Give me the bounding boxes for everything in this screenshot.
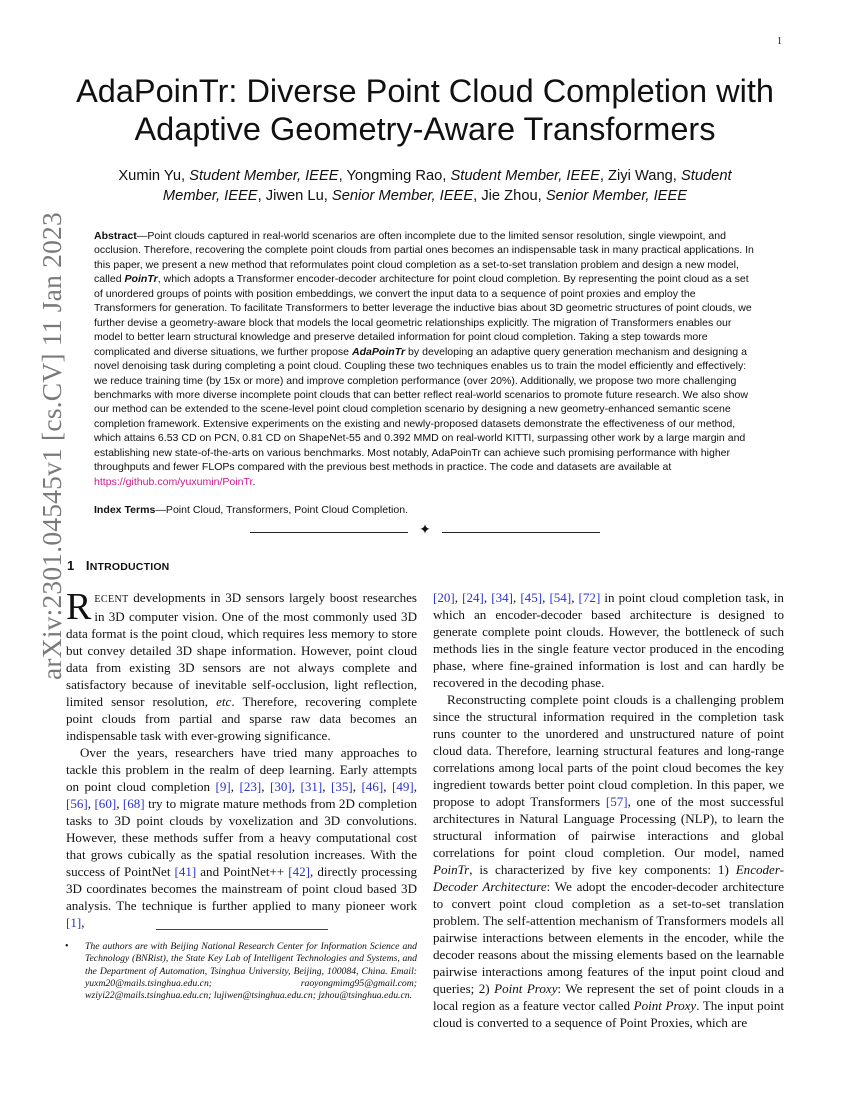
divider-ornament-icon: ✦ bbox=[419, 523, 431, 538]
abstract-text: —Point clouds captured in real-world scenarios are often incomplete due to the limited sensor resolution, single viewpoint, and occlusion. Therefore, recovering the complete point clouds from partial ones becomes an indispensable task in many practical applications. In this paper, we present a new method that reformulates point cloud completion as a set-to-set translation problem and design a new model, called bbox=[94, 230, 754, 286]
paper-title: AdaPoinTr: Diverse Point Cloud Completion with Adaptive Geometry-Aware Transformers bbox=[76, 73, 774, 147]
paragraph-text: : We represent the set of point clouds in a local region as a feature vector called bbox=[433, 981, 784, 1013]
smallcaps-lead: ECENT bbox=[94, 594, 129, 605]
paragraph-text: : We adopt the encoder-decoder architecture to convert point cloud completion as a set-to-set translation problem. The self-attention mechanism of Transformers models all pairwise interactions between elements in the encoder, while the decoder reasons about the missing elements based on the learnable pairwise interactions among features of the input point cloud and queries; 2) bbox=[433, 879, 784, 996]
citation-link[interactable]: [20] bbox=[433, 590, 455, 605]
paragraph-text: , one of the most successful architectures in Natural Language Processing (NLP), to learn the structural information of pairwise interactions and global correlations for point cloud completion. Our model, named bbox=[433, 794, 785, 860]
citation-link[interactable]: [54] bbox=[549, 590, 572, 605]
citation-link[interactable]: [60] bbox=[94, 796, 117, 811]
author-role: Student Member, IEEE bbox=[162, 168, 732, 204]
footnote-bullet: • bbox=[65, 941, 69, 952]
paragraph-text: . Therefore, recovering complete point clouds from partial and sparse raw data becomes an indispensable task with ever-growing significance. bbox=[66, 694, 417, 743]
paragraph: [20], [24], [34], [45], [54], [72] in point cloud completion task, in which an encoder-decoder based architecture is designed to generate complete point clouds. However, the bottleneck of such methods lies in the single feature vector produced in the encoding phase, where fine-grained information is lost and can hardly be recovered in the decoding phase. bbox=[433, 590, 784, 690]
abstract-text: by developing an adaptive query generation mechanism and designing a novel denoising task during completing a point cloud. Coupling these two techniques enables us to train the model efficiently and effectively: we reduce training time (by 15x or more) and improve completion performance (over 20%). Additionally, we propose two more challenging benchmarks with more diverse incomplete point clouds that can better reflect real-world scenarios to promote future research. We also show our method can be extended to the scene-level point cloud completion scenario by designing a new geometry-enhanced semantic scene completion framework. Extensive experiments on the existing and newly-proposed datasets demonstrate the effectiveness of our method, which attains 6.53 CD on PCN, 0.81 CD on ShapeNet-55 and 0.392 MMD on real-world KITTI, surpassing other work by a large margin and establishing new state-of-the-arts on various benchmarks. Most notably, AdaPoinTr can achieve such promising performance with higher throughputs and fewer FLOPs compared with the previous best methods in practice. The code and datasets are available at bbox=[94, 345, 749, 474]
code-link[interactable]: https://github.com/yuxumin/PoinTr bbox=[94, 475, 253, 488]
citation-link[interactable]: [1] bbox=[66, 915, 82, 930]
paragraph-text: try to migrate mature methods from 2D completion tasks to 3D point clouds by voxelization and 3D convolutions. However, these methods suffer from a heavy computational cost that grows cubically as the spatial resolution increases. With the success of PointNet bbox=[66, 796, 418, 879]
section-heading bbox=[67, 558, 169, 573]
model-name: PoinTr bbox=[433, 862, 470, 877]
paragraph-text: . The input point cloud is converted to a sequence of Point Proxies, which are bbox=[433, 998, 784, 1030]
citation-link[interactable]: [23] bbox=[239, 779, 262, 794]
citation-link[interactable]: [24] bbox=[462, 590, 484, 605]
drop-cap: R bbox=[66, 586, 92, 628]
paragraph-text: etc bbox=[216, 694, 232, 709]
citation-link[interactable]: [31] bbox=[300, 779, 323, 794]
component-name: Encoder-Decoder Architecture bbox=[433, 862, 784, 894]
section-divider bbox=[250, 524, 600, 540]
paragraph: Over the years, researchers have tried many approaches to tackle this problem in the realm of deep learning. Early attempts on point cloud completion [9], [23], [30], [31], [35], [46], [49], [56], [60], [68] try to migrate mature methods from 2D completion tasks to 3D point clouds by voxelization and 3D convolutions. However, these methods suffer from a heavy computational cost that grows cubically as the spatial resolution increases. With the success of PointNet [41] and PointNet++ [42], directly processing 3D coordinates becomes the mainstream of point cloud based 3D analysis. The technique is further applied to many pioneer work [1], bbox=[66, 745, 418, 930]
citation-link[interactable]: [68] bbox=[122, 796, 145, 811]
left-column bbox=[66, 586, 418, 931]
paragraph-text: , is characterized by five key components: 1) bbox=[469, 862, 736, 877]
author-role: Senior Member, IEEE bbox=[545, 188, 688, 204]
author-name: Xumin Yu bbox=[118, 168, 181, 184]
citation-link[interactable]: [72] bbox=[578, 590, 601, 605]
paragraph-text: in point cloud completion task, in which an encoder-decoder based architecture is designed to generate complete point clouds. However, the bottleneck of such methods lies in the single feature vector produced in the encoding phase, where fine-grained information is lost and can hardly be recovered in the decoding phase. bbox=[433, 590, 784, 690]
citation-link[interactable]: [46] bbox=[361, 779, 384, 794]
paragraph-text: and PointNet++ bbox=[196, 864, 289, 879]
abstract-text: , which adopts a Transformer encoder-decoder architecture for point cloud completion. By representing the point cloud as a set of unordered groups of points with position embeddings, we convert the input data to a sequence of point proxies and employ the Transformers for generation. To facilitate Transformers to better leverage the inductive bias about 3D geometric structures of point clouds, we further devise a geometry-aware block that models the local geometric relationships explicitly. The migration of Transformers enables our model to better learn structural knowledge and preserve detailed information for point cloud completion. Taking a step towards more complicated and diverse situations, we further propose bbox=[94, 273, 752, 358]
paragraph-text: , directly processing 3D coordinates becomes the mainstream of point cloud based 3D analysis. The technique is further applied to many pioneer work bbox=[66, 864, 418, 913]
paragraph-text: Over the years, researchers have tried many approaches to tackle this problem in the realm of deep learning. Early attempts on point cloud completion bbox=[66, 745, 417, 794]
author-role: Senior Member, IEEE bbox=[331, 188, 474, 204]
citation-link[interactable]: [30] bbox=[269, 779, 292, 794]
divider-line bbox=[442, 532, 600, 533]
index-terms-text: —Point Cloud, Transformers, Point Cloud Completion. bbox=[155, 504, 409, 516]
section-title-rest: NTRODUCTION bbox=[89, 561, 170, 573]
paragraph bbox=[433, 691, 784, 1031]
citation-link[interactable]: [34] bbox=[491, 590, 513, 605]
author-name: Yongming Rao bbox=[346, 168, 443, 184]
citation-link[interactable]: [41] bbox=[174, 864, 197, 879]
author-list: Xumin Yu, Student Member, IEEE, Yongming Rao, Student Member, IEEE, Ziyi Wang, Student Member, IEEE, Jiwen Lu, Senior Member, IEEE, Jie Zhou, Senior Member, IEEE bbox=[118, 168, 732, 204]
index-terms-label: Index Terms bbox=[94, 504, 156, 516]
author-name: Jie Zhou bbox=[481, 188, 538, 204]
paragraph-text: , bbox=[81, 915, 85, 930]
author-name: Ziyi Wang bbox=[608, 168, 673, 184]
model-name: AdaPoinTr bbox=[351, 345, 406, 358]
abstract-text: . bbox=[252, 475, 256, 488]
page-number: 1 bbox=[777, 36, 782, 47]
citation-link[interactable]: [42] bbox=[288, 864, 311, 879]
paragraph bbox=[66, 586, 417, 744]
abstract bbox=[94, 229, 754, 489]
author-role: Student Member, IEEE bbox=[189, 168, 339, 184]
citation-link[interactable]: [57] bbox=[605, 794, 628, 809]
index-terms bbox=[94, 503, 754, 517]
right-column bbox=[433, 589, 784, 1031]
affiliation-footnote: The authors are with Beijing National Research Center for Information Science and Technology (BNRist), the State Key Lab of Intelligent Technologies and Systems, and the Department of Automation, Tsinghua University, Beijing, 100084, China. Email: yuxm20@mails.tsinghua.edu.cn; raoyongmimg95@gmail.com; wziyi22@mails.tsinghua.edu.cn; lujiwen@tsinghua.edu.cn; jzhou@tsinghua.edu.cn. bbox=[85, 941, 417, 1002]
citation-link[interactable]: [9] bbox=[215, 779, 231, 794]
divider-line bbox=[250, 532, 408, 533]
arxiv-identifier-stamp[interactable]: arXiv:2301.04545v1 [cs.CV] 11 Jan 2023 bbox=[36, 212, 67, 680]
component-name: Point Proxy bbox=[633, 998, 697, 1013]
citation-link[interactable]: [45] bbox=[520, 590, 543, 605]
author-role: Student Member, IEEE bbox=[450, 168, 600, 184]
citation-link[interactable]: [49] bbox=[391, 779, 414, 794]
citation-link[interactable]: [56] bbox=[66, 796, 88, 811]
author-name: Jiwen Lu bbox=[265, 188, 324, 204]
model-name: PoinTr bbox=[124, 273, 158, 286]
paragraph-text: developments in 3D sensors largely boost researches in 3D computer vision. One of the most commonly used 3D data format is the point cloud, which requires less memory to store but convey detailed 3D shape information. However, point cloud data from existing 3D sensors are not always complete and satisfactory because of inevitable self-occlusion, light reflection, limited sensor resolution, bbox=[66, 590, 417, 709]
footnote-rule bbox=[156, 929, 328, 930]
section-number: 1 bbox=[67, 558, 75, 573]
abstract-label: Abstract bbox=[94, 230, 137, 242]
citation-link[interactable]: [35] bbox=[330, 779, 353, 794]
component-name: Point Proxy bbox=[494, 981, 558, 996]
section-title-initial: I bbox=[85, 558, 90, 573]
paragraph-text: Reconstructing complete point clouds is a challenging problem since the structural information required in the completion task runs counter to the unordered and unstructured nature of point cloud data. Therefore, learning structural features and long-range correlations among local parts of the point cloud becomes the key ingredient towards better point cloud completion. In this paper, we propose to adopt Transformers bbox=[433, 692, 784, 809]
